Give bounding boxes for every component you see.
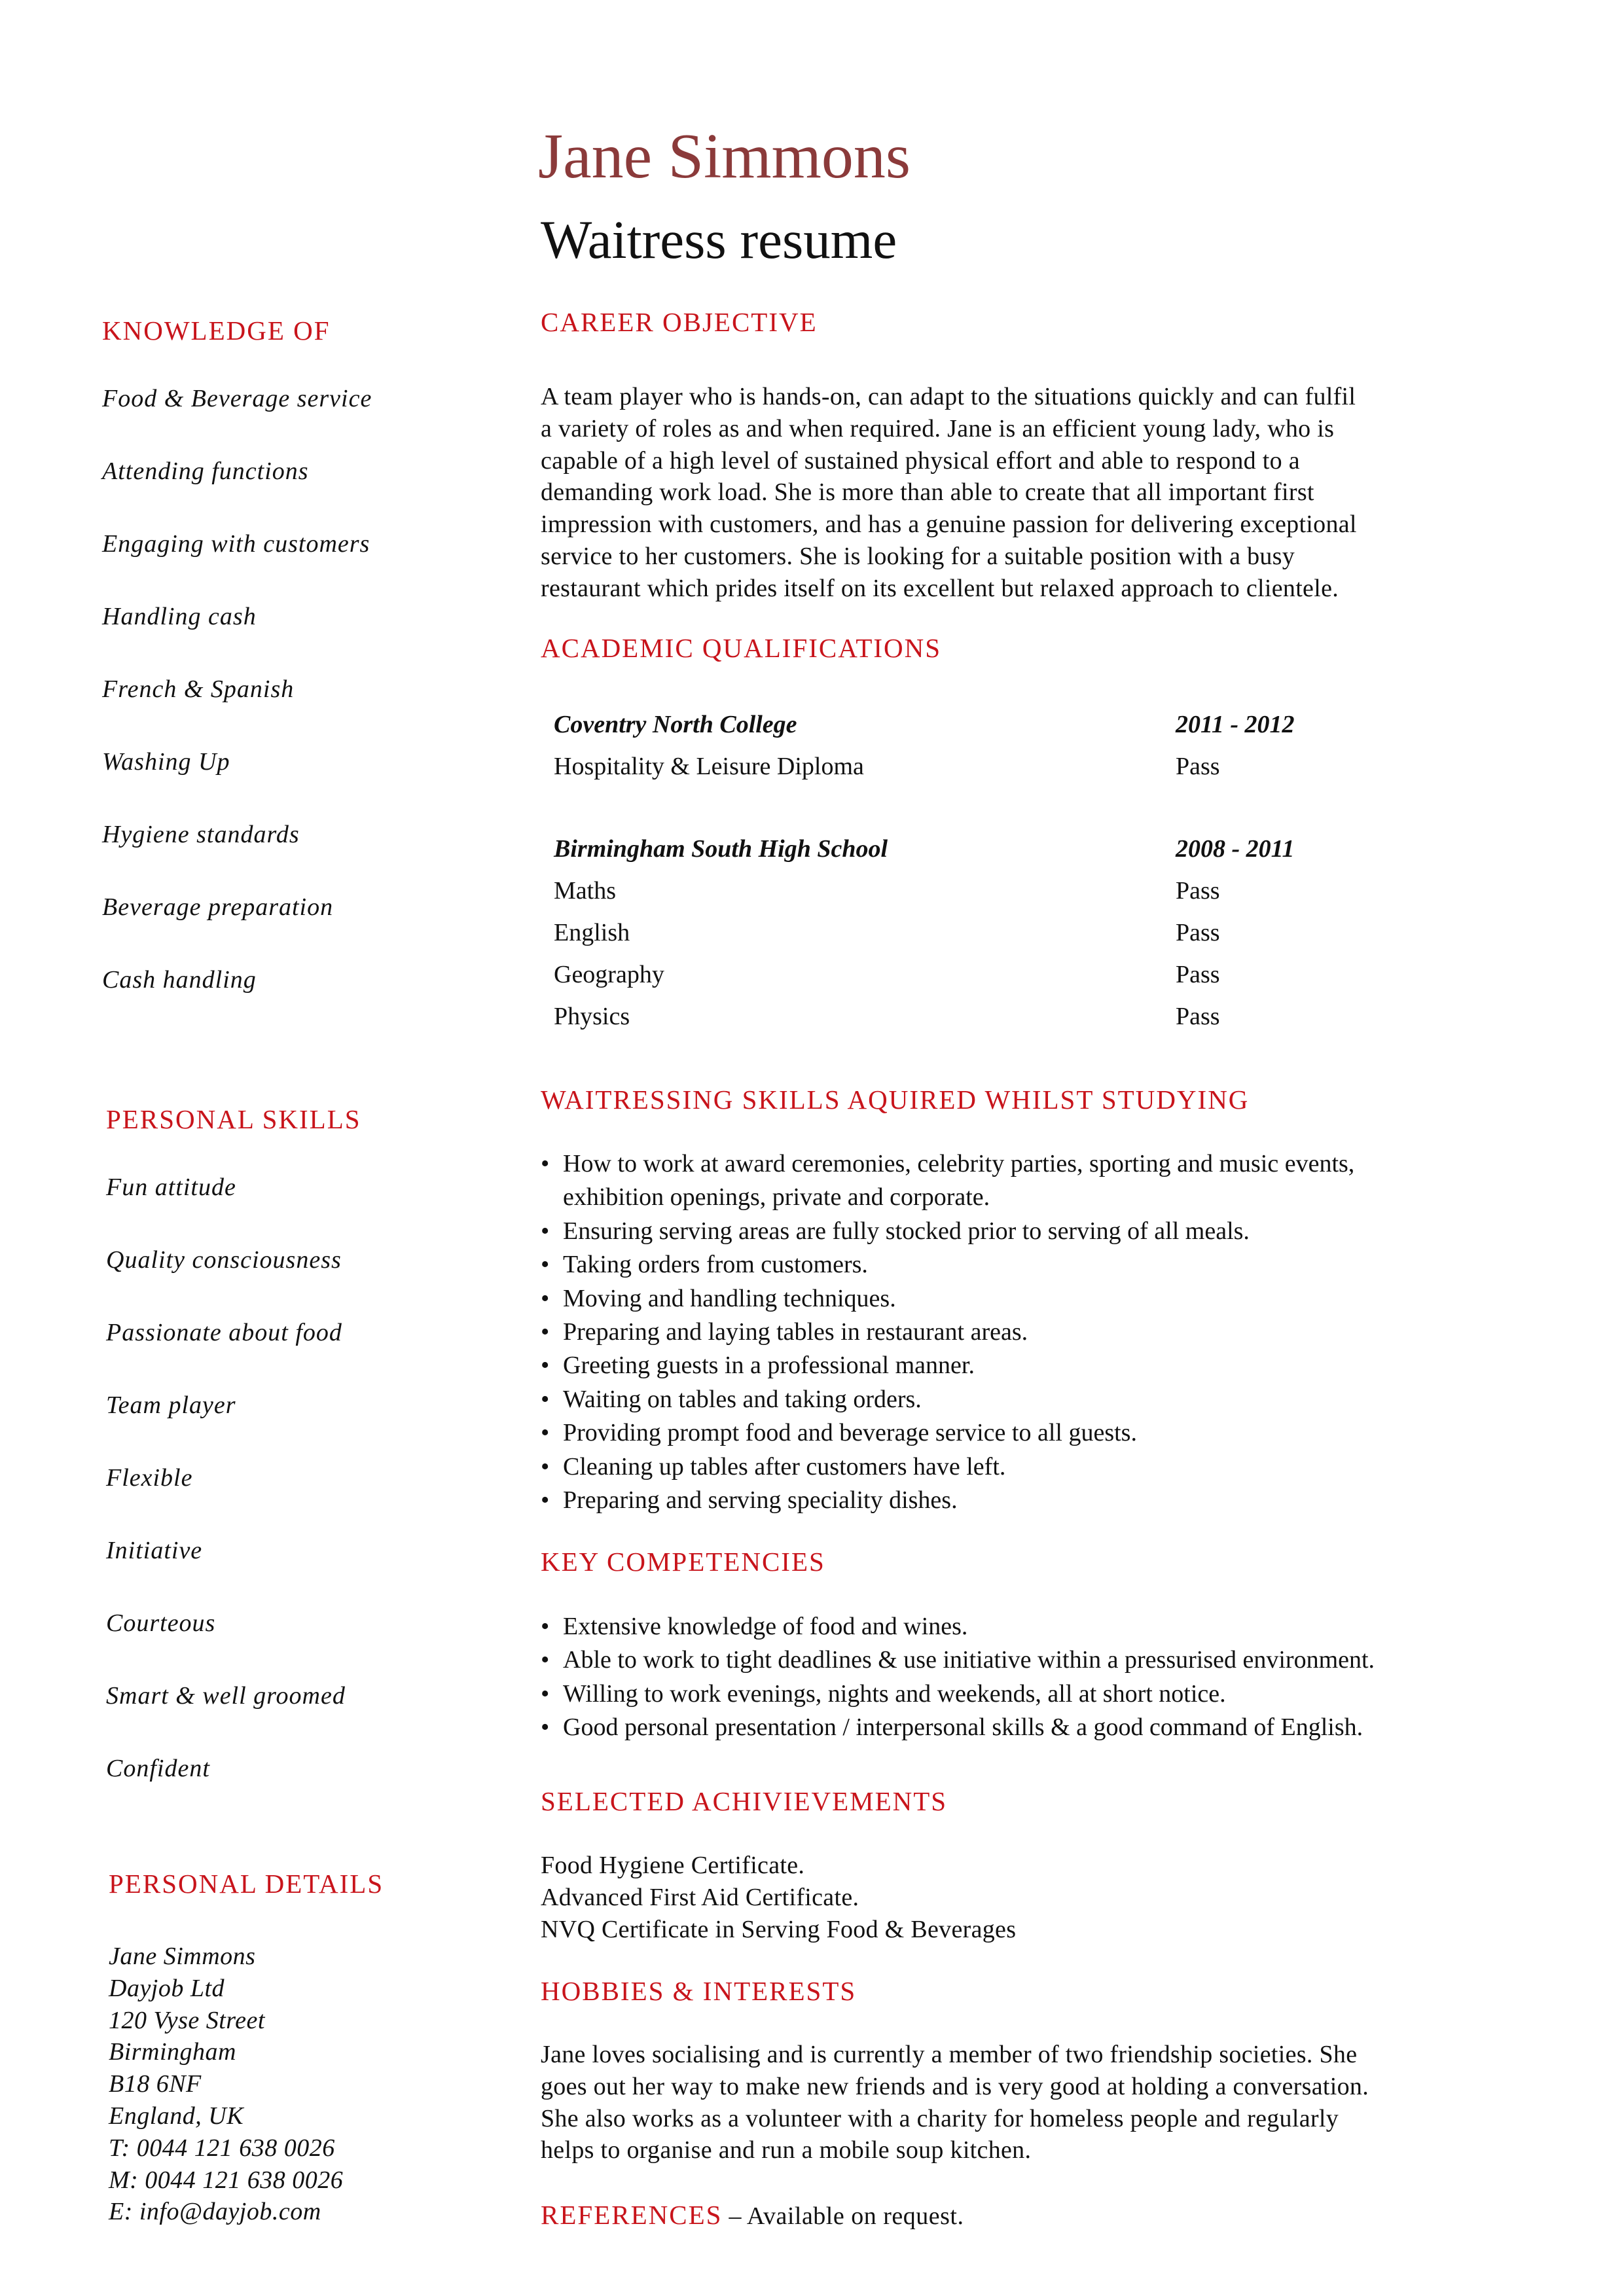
candidate-name: Jane Simmons — [538, 121, 911, 192]
skill-item: Initiative — [106, 1537, 203, 1564]
career-line: A team player who is hands-on, can adapt to the situations quickly and can fulfil — [541, 383, 1356, 410]
subject-row — [554, 912, 1405, 954]
personal-details-heading: PERSONAL DETAILS — [109, 1869, 384, 1899]
skill-item: Flexible — [106, 1464, 193, 1492]
achievements-heading: SELECTED ACHIVIEVEMENTS — [541, 1786, 948, 1816]
waitressing-skill-item: • Greeting guests in a professional manner. — [541, 1349, 1447, 1382]
career-line: impression with customers, and has a genuine passion for delivering exceptional — [541, 511, 1357, 539]
waitressing-skill-item: • How to work at award ceremonies, celebrity parties, sporting and music events, exhibition openings, private and corporate. — [541, 1147, 1447, 1215]
personal-details-list — [109, 1941, 343, 2228]
knowledge-heading: KNOWLEDGE OF — [102, 315, 331, 346]
subject-result: Pass — [1176, 877, 1220, 905]
hobbies-line: helps to organise and run a mobile soup kitchen. — [541, 2136, 1032, 2164]
institution-row — [554, 828, 1405, 870]
career-objective-heading: CAREER OBJECTIVE — [541, 307, 818, 337]
waitressing-skills-list — [541, 1147, 1447, 1517]
career-line: demanding work load. She is more than able to create that all important first — [541, 478, 1314, 507]
institution-name: Birmingham South High School — [554, 835, 888, 863]
institution-years: 2011 - 2012 — [1176, 711, 1295, 738]
achievement-line: Advanced First Aid Certificate. — [541, 1883, 859, 1911]
references-text: – Available on request. — [722, 2202, 964, 2230]
qualification-block — [554, 828, 1405, 1037]
knowledge-item: Beverage preparation — [102, 893, 334, 921]
competency-item: • Able to work to tight deadlines & use initiative within a pressurised environment. — [541, 1643, 1375, 1677]
achievement-line: Food Hygiene Certificate. — [541, 1852, 805, 1879]
subject-result: Pass — [1176, 961, 1220, 988]
details-line: Birmingham — [109, 2038, 236, 2066]
knowledge-item: Attending functions — [102, 457, 309, 485]
personal-skills-list — [106, 1175, 346, 1829]
subject-result: Pass — [1176, 919, 1220, 946]
email-line: E: info@dayjob.com — [109, 2198, 321, 2226]
phone-line: T: 0044 121 638 0026 — [109, 2134, 335, 2162]
details-line: Dayjob Ltd — [109, 1974, 225, 2002]
document-subtitle: Waitress resume — [541, 209, 897, 270]
institution-years: 2008 - 2011 — [1176, 835, 1295, 863]
key-competencies-heading: KEY COMPETENCIES — [541, 1547, 825, 1577]
waitressing-skill-item: • Moving and handling techniques. — [541, 1282, 1447, 1316]
subject-result: Pass — [1176, 753, 1220, 780]
career-line: service to her customers. She is looking for a suitable position with a busy — [541, 542, 1295, 570]
skill-item: Confident — [106, 1755, 210, 1782]
knowledge-list — [102, 386, 372, 1040]
details-line: England, UK — [109, 2102, 244, 2130]
hobbies-text — [541, 2039, 1369, 2166]
waitressing-skill-item: • Cleaning up tables after customers have left. — [541, 1450, 1447, 1484]
skill-item: Quality consciousness — [106, 1246, 342, 1274]
references-label: REFERENCES — [541, 2200, 723, 2230]
career-line: restaurant which prides itself on its excellent but relaxed approach to clientele. — [541, 574, 1339, 602]
waitressing-skill-item: • Taking orders from customers. — [541, 1248, 1447, 1282]
career-objective-text — [541, 381, 1357, 605]
details-line: Jane Simmons — [109, 1943, 256, 1970]
academic-qualifications-heading: ACADEMIC QUALIFICATIONS — [541, 633, 942, 663]
subject-name: Physics — [554, 1003, 630, 1030]
subject-result: Pass — [1176, 1003, 1220, 1030]
personal-skills-heading: PERSONAL SKILLS — [106, 1104, 361, 1134]
key-competencies-list — [541, 1610, 1375, 1745]
subject-name: Maths — [554, 877, 616, 905]
hobbies-line: She also works as a volunteer with a charity for homeless people and regularly — [541, 2104, 1339, 2132]
skill-item: Smart & well groomed — [106, 1682, 346, 1710]
skill-item: Courteous — [106, 1609, 216, 1637]
subject-row — [554, 996, 1405, 1037]
waitressing-skill-item: • Preparing and laying tables in restaurant areas. — [541, 1316, 1447, 1349]
hobbies-heading: HOBBIES & INTERESTS — [541, 1976, 857, 2006]
competency-item: • Good personal presentation / interpersonal skills & a good command of English. — [541, 1711, 1375, 1744]
institution-name: Coventry North College — [554, 711, 797, 738]
institution-row — [554, 704, 1405, 745]
knowledge-item: Engaging with customers — [102, 530, 370, 558]
achievements-text — [541, 1850, 1016, 1945]
competency-item: • Extensive knowledge of food and wines. — [541, 1610, 1375, 1643]
career-line: capable of a high level of sustained physical effort and able to respond to a — [541, 446, 1300, 475]
references-line — [541, 2199, 964, 2231]
skill-item: Team player — [106, 1391, 236, 1419]
mobile-line: M: 0044 121 638 0026 — [109, 2166, 344, 2194]
subject-row — [554, 745, 1405, 787]
achievement-line: NVQ Certificate in Serving Food & Beverages — [541, 1915, 1017, 1943]
career-line: a variety of roles as and when required. Jane is an efficient young lady, who is — [541, 414, 1335, 442]
competency-item: • Willing to work evenings, nights and weekends, all at short notice. — [541, 1677, 1375, 1711]
subject-name: Hospitality & Leisure Diploma — [554, 753, 864, 780]
hobbies-line: goes out her way to make new friends and is very good at holding a conversation. — [541, 2072, 1369, 2100]
knowledge-item: Washing Up — [102, 748, 230, 776]
knowledge-item: Hygiene standards — [102, 821, 300, 848]
skill-item: Fun attitude — [106, 1174, 236, 1201]
details-line: 120 Vyse Street — [109, 2006, 265, 2034]
subject-row — [554, 870, 1405, 912]
details-line: B18 6NF — [109, 2070, 202, 2098]
knowledge-item: Food & Beverage service — [102, 385, 372, 412]
knowledge-item: Handling cash — [102, 603, 257, 630]
knowledge-item: French & Spanish — [102, 675, 295, 703]
knowledge-item: Cash handling — [102, 966, 257, 994]
subject-row — [554, 954, 1405, 996]
qualification-block — [554, 704, 1405, 787]
waitressing-skills-heading: WAITRESSING SKILLS AQUIRED WHILST STUDYING — [541, 1085, 1250, 1115]
subject-name: English — [554, 919, 630, 946]
waitressing-skill-item: • Preparing and serving speciality dishes. — [541, 1484, 1447, 1517]
hobbies-line: Jane loves socialising and is currently a member of two friendship societies. She — [541, 2041, 1358, 2068]
subject-name: Geography — [554, 961, 664, 988]
waitressing-skill-item: • Waiting on tables and taking orders. — [541, 1383, 1447, 1416]
waitressing-skill-item: • Ensuring serving areas are fully stocked prior to serving of all meals. — [541, 1215, 1447, 1248]
skill-item: Passionate about food — [106, 1319, 342, 1346]
waitressing-skill-item: • Providing prompt food and beverage service to all guests. — [541, 1416, 1447, 1450]
